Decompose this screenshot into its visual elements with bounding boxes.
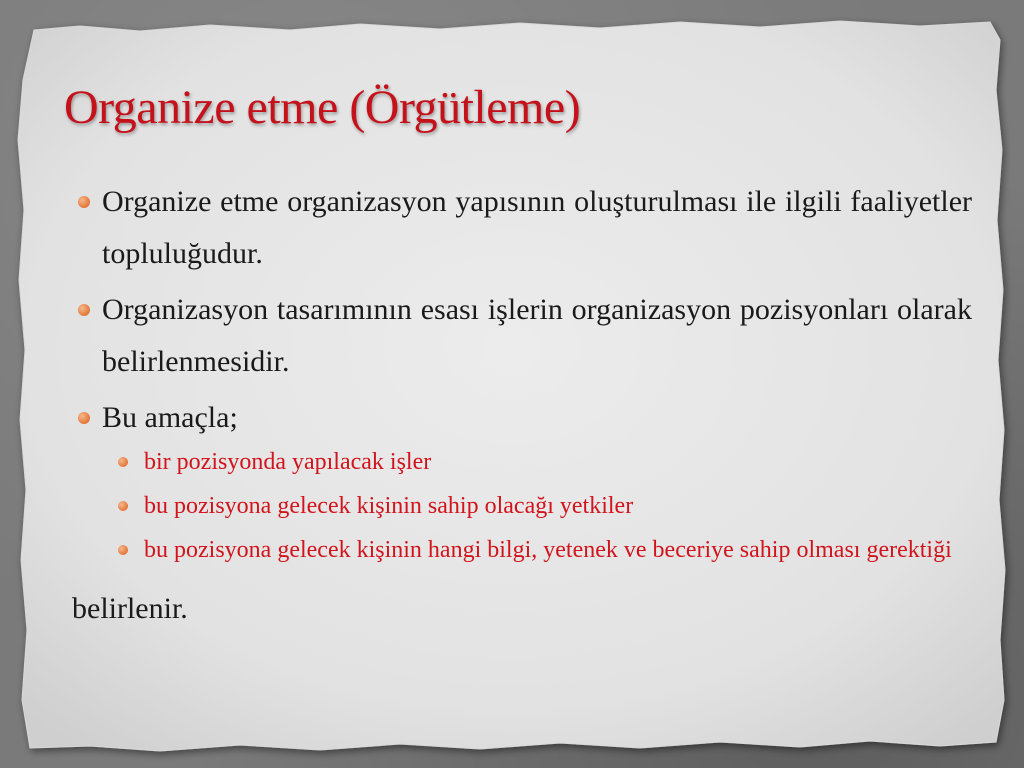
bullet-text: Organizasyon tasarımının esası işlerin organizasyon pozisyonları olarak belirlenmesidir.: [102, 293, 972, 378]
slide-body: [72, 176, 972, 635]
bullet-dot-icon: [78, 196, 90, 208]
bullet-item: [72, 392, 972, 444]
sub-bullet-item: [72, 440, 972, 484]
sub-bullet-dot-icon: [118, 457, 128, 467]
bullet-item: [72, 176, 972, 280]
sub-bullet-dot-icon: [118, 501, 128, 511]
sub-bullet-dot-icon: [118, 545, 128, 555]
bullet-text: Bu amaçla;: [102, 401, 238, 434]
sub-bullet-text: bir pozisyonda yapılacak işler: [144, 449, 432, 475]
bullet-item: [72, 284, 972, 388]
bullet-dot-icon: [78, 304, 90, 316]
sub-bullet-text: bu pozisyona gelecek kişinin sahip olacağı yetkiler: [144, 493, 634, 519]
slide-title: Organize etme (Örgütleme): [64, 81, 581, 134]
sub-bullet-text: bu pozisyona gelecek kişinin hangi bilgi, yetenek ve beceriye sahip olması gerektiği: [144, 537, 952, 563]
bullet-text: Organize etme organizasyon yapısının oluşturulması ile ilgili faaliyetler topluluğudur.: [102, 185, 972, 270]
sub-bullet-item: [72, 533, 972, 567]
bullet-dot-icon: [78, 412, 90, 424]
closing-text: belirlenir.: [72, 592, 188, 625]
sub-bullet-item: [72, 484, 972, 528]
